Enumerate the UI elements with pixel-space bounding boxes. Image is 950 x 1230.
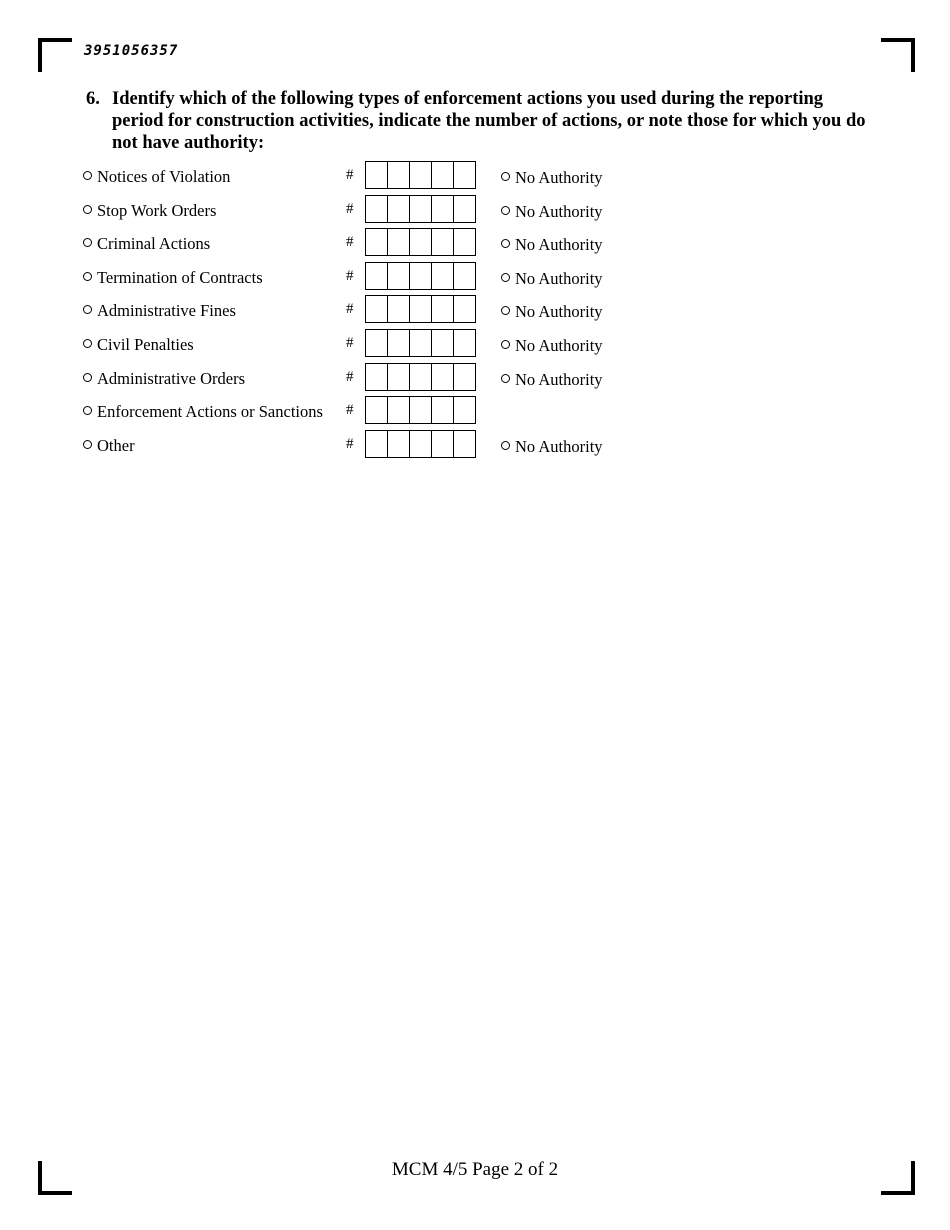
- no-authority-option[interactable]: [501, 302, 603, 322]
- action-label: Termination of Contracts: [97, 267, 263, 287]
- count-digit-box[interactable]: [431, 430, 454, 458]
- action-radio[interactable]: [83, 339, 92, 348]
- action-radio[interactable]: [83, 373, 92, 382]
- registration-mark-top-right: [881, 38, 915, 72]
- count-digit-box[interactable]: [365, 195, 388, 223]
- count-digit-box[interactable]: [431, 262, 454, 290]
- no-authority-radio[interactable]: [501, 374, 510, 383]
- count-hash-label: #: [346, 435, 354, 452]
- enforcement-actions-list: [0, 161, 950, 463]
- count-digit-box[interactable]: [365, 228, 388, 256]
- no-authority-label: No Authority: [515, 168, 603, 187]
- count-digit-box[interactable]: [409, 396, 432, 424]
- count-hash-label: #: [346, 402, 354, 419]
- no-authority-label: No Authority: [515, 201, 603, 221]
- count-digit-box[interactable]: [387, 430, 410, 458]
- count-digit-box[interactable]: [453, 396, 476, 424]
- action-row: [0, 195, 950, 229]
- action-label: Other: [97, 435, 135, 455]
- count-input: [365, 396, 476, 424]
- count-input: [365, 363, 476, 391]
- action-radio[interactable]: [83, 305, 92, 314]
- action-option[interactable]: [83, 301, 236, 321]
- count-digit-box[interactable]: [365, 161, 388, 189]
- no-authority-option[interactable]: [501, 370, 603, 390]
- action-label: Administrative Fines: [97, 301, 236, 321]
- no-authority-option[interactable]: [501, 202, 603, 222]
- count-digit-box[interactable]: [365, 329, 388, 357]
- action-radio[interactable]: [83, 205, 92, 214]
- count-digit-box[interactable]: [409, 161, 432, 189]
- count-digit-box[interactable]: [387, 363, 410, 391]
- registration-mark-top-left: [38, 38, 72, 72]
- count-digit-box[interactable]: [453, 262, 476, 290]
- action-label: Administrative Orders: [97, 368, 246, 388]
- count-input: [365, 161, 476, 189]
- count-digit-box[interactable]: [387, 195, 410, 223]
- action-row: [0, 430, 950, 464]
- count-hash-label: #: [346, 368, 354, 385]
- count-hash-label: #: [346, 301, 354, 318]
- count-digit-box[interactable]: [387, 161, 410, 189]
- count-digit-box[interactable]: [453, 195, 476, 223]
- count-hash-label: #: [346, 334, 354, 351]
- no-authority-label: No Authority: [515, 235, 603, 255]
- action-option[interactable]: [83, 335, 194, 355]
- count-digit-box[interactable]: [431, 295, 454, 323]
- form-id: 3951056357: [84, 43, 179, 59]
- count-hash-label: #: [346, 234, 354, 251]
- action-radio[interactable]: [83, 440, 92, 449]
- count-digit-box[interactable]: [409, 195, 432, 223]
- no-authority-radio[interactable]: [501, 306, 510, 315]
- no-authority-label: No Authority: [515, 302, 603, 322]
- count-digit-box[interactable]: [453, 329, 476, 357]
- count-digit-box[interactable]: [387, 295, 410, 323]
- action-row: [0, 396, 950, 430]
- count-digit-box[interactable]: [453, 228, 476, 256]
- no-authority-option[interactable]: [501, 269, 603, 289]
- count-digit-box[interactable]: [431, 396, 454, 424]
- count-digit-box[interactable]: [431, 228, 454, 256]
- action-row: [0, 161, 950, 195]
- action-radio[interactable]: [83, 272, 92, 281]
- no-authority-option[interactable]: [501, 336, 603, 356]
- count-digit-box[interactable]: [431, 329, 454, 357]
- count-digit-box[interactable]: [453, 363, 476, 391]
- count-digit-box[interactable]: [409, 329, 432, 357]
- count-hash-label: #: [346, 200, 354, 217]
- count-digit-box[interactable]: [431, 161, 454, 189]
- action-option[interactable]: [83, 167, 230, 187]
- question-text: Identify which of the following types of enforcement actions you used during the reporting period for construction activities, indicate the number of actions, or note those for which you do not have authority:: [112, 89, 866, 153]
- count-digit-box[interactable]: [431, 195, 454, 223]
- count-digit-box[interactable]: [365, 396, 388, 424]
- count-digit-box[interactable]: [409, 228, 432, 256]
- count-digit-box[interactable]: [453, 295, 476, 323]
- count-digit-box[interactable]: [365, 262, 388, 290]
- action-option[interactable]: [83, 369, 245, 389]
- count-digit-box[interactable]: [387, 396, 410, 424]
- count-input: [365, 295, 476, 323]
- count-digit-box[interactable]: [409, 262, 432, 290]
- count-digit-box[interactable]: [409, 295, 432, 323]
- question-number: 6.: [86, 89, 100, 109]
- action-label: Stop Work Orders: [97, 200, 217, 220]
- no-authority-label: No Authority: [515, 436, 603, 456]
- no-authority-label: No Authority: [515, 268, 603, 288]
- count-digit-box[interactable]: [387, 262, 410, 290]
- count-digit-box[interactable]: [453, 430, 476, 458]
- count-hash-label: #: [346, 167, 354, 183]
- action-row: [0, 228, 950, 262]
- action-label: Criminal Actions: [97, 234, 211, 254]
- no-authority-radio[interactable]: [501, 441, 510, 450]
- no-authority-radio[interactable]: [501, 206, 510, 215]
- action-option[interactable]: [83, 234, 210, 254]
- count-digit-box[interactable]: [365, 295, 388, 323]
- no-authority-option[interactable]: [501, 235, 603, 255]
- count-digit-box[interactable]: [409, 430, 432, 458]
- action-radio[interactable]: [83, 238, 92, 247]
- action-row: [0, 262, 950, 296]
- count-digit-box[interactable]: [365, 363, 388, 391]
- no-authority-radio[interactable]: [501, 239, 510, 248]
- action-row: [0, 295, 950, 329]
- count-digit-box[interactable]: [409, 363, 432, 391]
- no-authority-label: No Authority: [515, 335, 603, 355]
- page-footer: MCM 4/5 Page 2 of 2: [391, 1159, 559, 1180]
- action-label: Civil Penalties: [97, 334, 194, 354]
- action-row: [0, 329, 950, 363]
- no-authority-option[interactable]: [501, 168, 603, 188]
- action-option[interactable]: [83, 268, 263, 288]
- action-label: Enforcement Actions or Sanctions: [97, 402, 323, 422]
- action-option[interactable]: [83, 402, 323, 422]
- count-hash-label: #: [346, 267, 354, 284]
- no-authority-label: No Authority: [515, 369, 603, 389]
- count-digit-box[interactable]: [453, 161, 476, 189]
- count-digit-box[interactable]: [365, 430, 388, 458]
- count-input: [365, 329, 476, 357]
- action-radio[interactable]: [83, 171, 92, 180]
- count-input: [365, 228, 476, 256]
- no-authority-radio[interactable]: [501, 340, 510, 349]
- action-row: [0, 363, 950, 397]
- action-label: Notices of Violation: [97, 167, 231, 186]
- count-input: [365, 262, 476, 290]
- action-option[interactable]: [83, 201, 216, 221]
- count-digit-box[interactable]: [431, 363, 454, 391]
- count-digit-box[interactable]: [387, 329, 410, 357]
- question-6: [86, 88, 866, 154]
- no-authority-radio[interactable]: [501, 172, 510, 181]
- count-input: [365, 430, 476, 458]
- count-input: [365, 195, 476, 223]
- count-digit-box[interactable]: [387, 228, 410, 256]
- action-radio[interactable]: [83, 406, 92, 415]
- action-option[interactable]: [83, 436, 135, 456]
- no-authority-radio[interactable]: [501, 273, 510, 282]
- no-authority-option[interactable]: [501, 437, 603, 457]
